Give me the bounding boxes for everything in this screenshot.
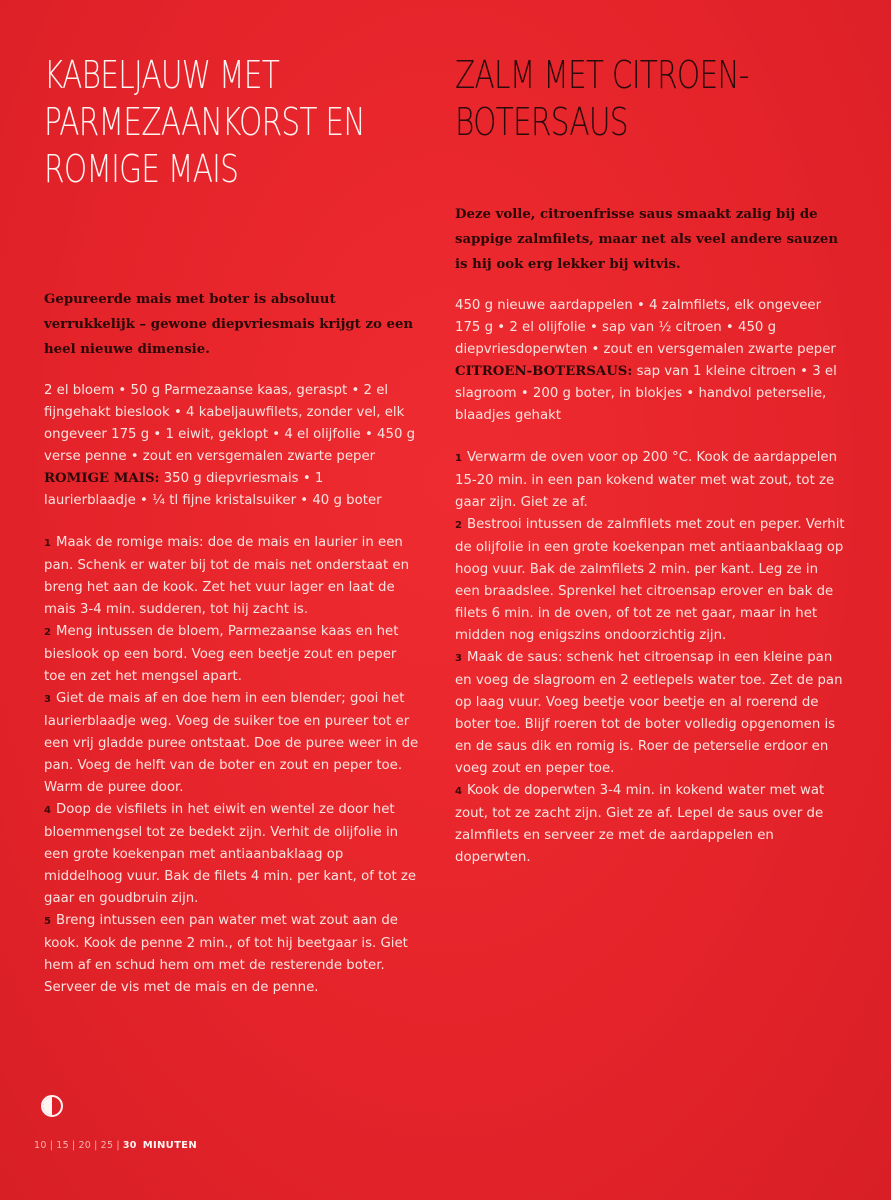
recipe-title <box>455 52 845 202</box>
half-clock-icon <box>41 1095 63 1117</box>
step-text: Maak de saus: schenk het citroensap in een kleine pan en voeg de slagroom en 2 eetlepels water toe. Zet de pan op laag vuur. Voeg beetje voor beetje en al roerend de boter toe. Blijf roeren tot de boter volledig opgenomen is en de saus dik en romig is. Roer de peterselie erdoor en voeg zout en peper toe. <box>455 650 843 776</box>
method-step <box>44 688 419 799</box>
step-number: 3 <box>455 653 462 664</box>
step-number: 4 <box>455 786 462 797</box>
method-step <box>455 447 845 514</box>
method-step <box>44 621 419 688</box>
method-step <box>455 514 845 647</box>
step-number: 5 <box>44 916 51 927</box>
method-steps <box>455 447 845 869</box>
method-steps <box>44 532 419 999</box>
step-number: 1 <box>455 453 462 464</box>
method-step <box>455 780 845 869</box>
step-number: 4 <box>44 805 51 816</box>
method-step <box>455 647 845 780</box>
step-text: Verwarm de oven voor op 200 °C. Kook de aardappelen 15-20 min. in een pan kokend water met wat zout, tot ze gaar zijn. Giet ze af. <box>455 450 838 510</box>
sub-ingredients-label: ROMIGE MAIS: <box>44 471 160 486</box>
step-number: 1 <box>44 538 51 549</box>
sub-ingredients-text: 350 g diepvriesmais • 1 laurierblaadje • ¼ tl fijne kristalsuiker • 40 g boter <box>44 471 382 508</box>
sub-ingredients <box>44 468 419 512</box>
recipe-intro: Gepureerde mais met boter is absoluut verrukkelijk – gewone diepvriesmais krijgt zo een heel nieuwe dimensie. <box>44 292 414 357</box>
title-line: BOTERSAUS <box>455 100 628 144</box>
time-unit-label: MINUTEN <box>142 1140 197 1151</box>
recipe-left <box>44 52 419 999</box>
step-text: Doop de visfilets in het eiwit en wentel ze door het bloemmengsel tot ze bedekt zijn. Verhit de olijfolie in een grote koekenpan met antiaanbaklaag op middelhoog vuur. Bak de filets 4 min. per kant, of tot ze gaar en goudbruin zijn. <box>44 802 417 906</box>
time-option-active: 30 <box>122 1140 137 1151</box>
method-step <box>44 799 419 910</box>
recipe-right <box>455 52 845 869</box>
method-step <box>44 532 419 621</box>
ingredients-list: 2 el bloem • 50 g Parmezaanse kaas, geraspt • 2 el fijngehakt bieslook • 4 kabeljauwfilets, zonder vel, elk ongeveer 175 g • 1 eiwit, geklopt • 4 el olijfolie • 450 g verse penne • zout en versgemalen zwarte peper <box>44 383 416 464</box>
time-option: 25 <box>100 1140 114 1151</box>
step-number: 2 <box>455 520 462 531</box>
title-line: KABELJAUW MET <box>44 53 280 97</box>
time-option: 15 <box>56 1140 69 1151</box>
recipe-title <box>44 52 419 247</box>
step-number: 3 <box>44 694 51 705</box>
time-option: 20 <box>78 1140 92 1151</box>
step-text: Breng intussen een pan water met wat zout aan de kook. Kook de penne 2 min., of tot hij beetgaar is. Giet hem af en schud hem om met de resterende boter. Serveer de vis met de mais en de penne. <box>44 913 408 995</box>
sub-ingredients-text: sap van 1 kleine citroen • 3 el slagroom • 200 g boter, in blokjes • handvol peterselie, blaadjes gehakt <box>455 364 837 423</box>
sub-ingredients-label: CITROEN-BOTERSAUS: <box>455 364 633 379</box>
method-step <box>44 910 419 999</box>
ingredients-list: 450 g nieuwe aardappelen • 4 zalmfilets, elk ongeveer 175 g • 2 el olijfolie • sap van ½ citroen • 450 g diepvriesdoperwten • zout en versgemalen zwarte peper <box>455 298 836 357</box>
recipe-intro: Deze volle, citroenfrisse saus smaakt zalig bij de sappige zalmfilets, maar net als veel andere sauzen is hij ook erg lekker bij witvis. <box>455 207 839 272</box>
sub-ingredients <box>455 361 845 427</box>
title-line: ROMIGE MAIS <box>44 147 239 191</box>
step-text: Meng intussen de bloem, Parmezaanse kaas en het bieslook op een bord. Voeg een beetje zout en peper toe en zet het mengsel apart. <box>44 624 399 684</box>
title-line: PARMEZAANKORST EN <box>44 100 365 144</box>
step-text: Kook de doperwten 3-4 min. in kokend water met wat zout, tot ze zacht zijn. Giet ze af. Lepel de saus over de zalmfilets en serveer ze met de aardappelen en doperwten. <box>455 783 825 865</box>
step-number: 2 <box>44 627 51 638</box>
step-text: Maak de romige mais: doe de mais en laurier in een pan. Schenk er water bij tot de mais net onderstaat en breng het aan de kook. Zet het vuur lager en laat de mais 3-4 min. sudderen, tot hij zacht is. <box>44 535 409 617</box>
step-text: Bestrooi intussen de zalmfilets met zout en peper. Verhit de olijfolie in een grote koekenpan met antiaanbaklaag op hoog vuur. Bak de zalmfilets 2 min. per kant. Leg ze in een braadslee. Sprenkel het citroensap erover en bak de filets 6 min. in de oven, of tot ze net gaar, maar in het midden nog enigszins ondoorzichtig zijn. <box>455 517 845 643</box>
cooking-time-scale: 10 | 15 | 20 | 25 | 30 MINUTEN <box>34 1140 197 1151</box>
time-option: 10 <box>34 1140 47 1151</box>
step-text: Giet de mais af en doe hem in een blender; gooi het laurierblaadje weg. Voeg de suiker toe en pureer tot er een vrij gladde puree ontstaat. Doe de puree weer in de pan. Voeg de helft van de boter en zout en peper toe. Warm de puree door. <box>44 691 419 795</box>
title-line: ZALM MET CITROEN- <box>455 53 749 97</box>
